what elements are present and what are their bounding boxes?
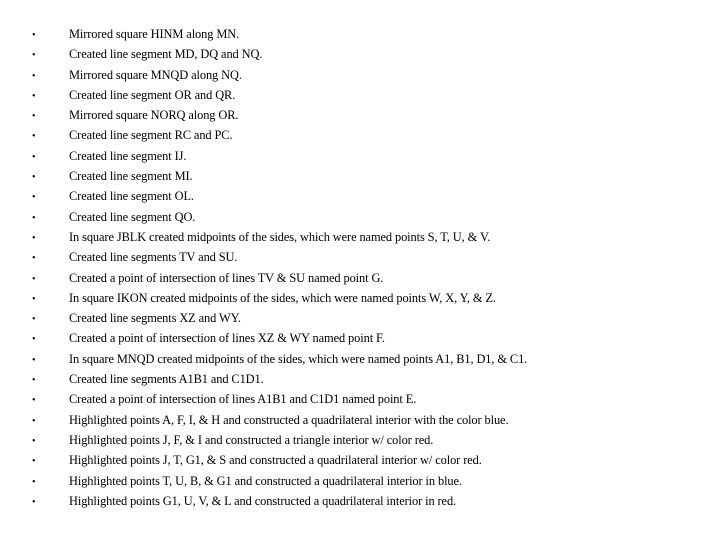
list-item-text: Highlighted points A, F, I, & H and constructed a quadrilateral interior with the color blue. xyxy=(69,412,509,427)
bullet-icon: • xyxy=(32,111,36,123)
bullet-icon: • xyxy=(32,435,36,447)
bullet-icon: • xyxy=(32,496,36,508)
bullet-icon: • xyxy=(32,395,36,407)
list-item xyxy=(32,44,702,64)
list-item-text: Created a point of intersection of lines A1B1 and C1D1 named point E. xyxy=(69,392,417,407)
list-item-text: Created line segments A1B1 and C1D1. xyxy=(69,372,264,387)
list-item xyxy=(32,308,702,328)
list-item-text: In square MNQD created midpoints of the sides, which were named points A1, B1, D1, & C1. xyxy=(69,351,528,366)
bullet-icon: • xyxy=(32,30,36,41)
list-item xyxy=(32,471,702,491)
bullet-icon: • xyxy=(32,273,36,285)
list-item-text: Created line segment IJ. xyxy=(69,148,187,163)
list-item xyxy=(32,125,702,145)
list-item xyxy=(32,166,702,186)
bullet-icon: • xyxy=(32,90,36,102)
list-item xyxy=(32,369,702,389)
list-item xyxy=(32,247,702,267)
bullet-icon: • xyxy=(32,232,36,244)
list-item-text: In square JBLK created midpoints of the sides, which were named points S, T, U, & V. xyxy=(69,229,491,244)
bullet-icon: • xyxy=(32,456,36,468)
bullet-icon: • xyxy=(32,354,36,366)
list-item-text: Created line segment QO. xyxy=(69,209,196,224)
list-item-text: Created line segment MI. xyxy=(69,169,193,184)
bullet-icon: • xyxy=(32,253,36,265)
list-item-text: Created a point of intersection of lines XZ & WY named point F. xyxy=(69,331,385,346)
bullet-icon: • xyxy=(32,131,36,143)
list-item xyxy=(32,328,702,348)
list-item xyxy=(32,410,702,430)
bullet-icon: • xyxy=(32,375,36,387)
list-item xyxy=(32,389,702,409)
list-item xyxy=(32,65,702,85)
bullet-icon: • xyxy=(32,50,36,62)
list-item xyxy=(32,207,702,227)
construction-steps-list xyxy=(32,24,702,511)
list-item xyxy=(32,268,702,288)
list-item-text: Created line segment MD, DQ and NQ. xyxy=(69,47,263,62)
bullet-icon: • xyxy=(32,334,36,346)
list-item xyxy=(32,24,702,44)
list-item xyxy=(32,105,702,125)
list-item-text: Created line segment OR and QR. xyxy=(69,87,236,102)
list-item-text: Mirrored square MNQD along NQ. xyxy=(69,67,242,82)
list-item-text: Mirrored square HINM along MN. xyxy=(69,27,240,41)
bullet-icon: • xyxy=(32,70,36,82)
bullet-icon: • xyxy=(32,192,36,204)
list-item-text: Highlighted points T, U, B, & G1 and constructed a quadrilateral interior in blue. xyxy=(69,473,462,488)
bullet-icon: • xyxy=(32,151,36,163)
list-item xyxy=(32,349,702,369)
bullet-icon: • xyxy=(32,476,36,488)
list-item-text: Created line segments XZ and WY. xyxy=(69,311,241,326)
list-item-text: Highlighted points J, T, G1, & S and constructed a quadrilateral interior w/ color red. xyxy=(69,453,482,468)
list-item xyxy=(32,430,702,450)
list-item-text: Highlighted points J, F, & I and constructed a triangle interior w/ color red. xyxy=(69,432,434,447)
list-item-text: In square IKON created midpoints of the sides, which were named points W, X, Y, & Z. xyxy=(69,290,496,305)
list-item-text: Highlighted points G1, U, V, & L and constructed a quadrilateral interior in red. xyxy=(69,493,457,508)
list-item-text: Created line segment RC and PC. xyxy=(69,128,233,143)
bullet-icon: • xyxy=(32,314,36,326)
list-item xyxy=(32,186,702,206)
bullet-icon: • xyxy=(32,172,36,184)
list-item-text: Created line segments TV and SU. xyxy=(69,250,238,265)
list-item xyxy=(32,491,702,511)
list-item xyxy=(32,288,702,308)
list-item xyxy=(32,227,702,247)
bullet-icon: • xyxy=(32,212,36,224)
list-item xyxy=(32,85,702,105)
list-item-text: Created a point of intersection of lines TV & SU named point G. xyxy=(69,270,384,285)
list-item xyxy=(32,450,702,470)
list-item-text: Mirrored square NORQ along OR. xyxy=(69,108,239,123)
bullet-icon: • xyxy=(32,293,36,305)
list-item xyxy=(32,146,702,166)
list-item-text: Created line segment OL. xyxy=(69,189,194,204)
bullet-icon: • xyxy=(32,415,36,427)
